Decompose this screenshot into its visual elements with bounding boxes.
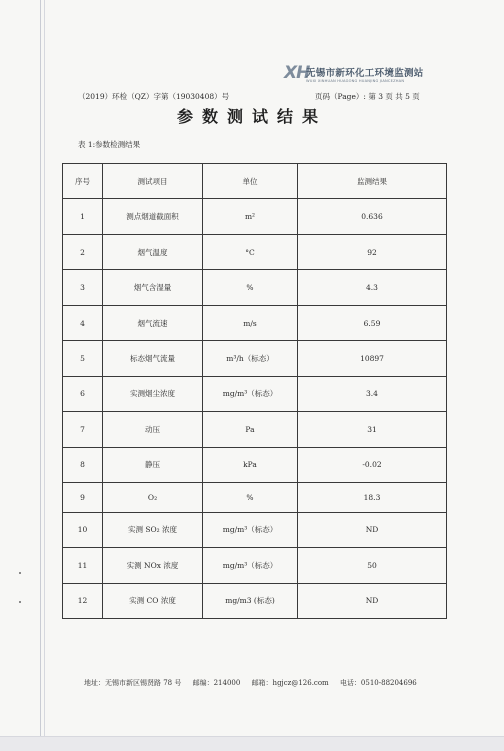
result-cell: 3.4 [298,376,447,411]
row-number-cell: 2 [63,234,103,269]
test-item-cell: 烟气流速 [103,305,203,340]
row-number-cell: 12 [63,583,103,618]
result-cell: 6.59 [298,305,447,340]
column-header: 监测结果 [298,164,447,199]
table-row [63,583,447,618]
table-header-row [63,164,447,199]
unit-cell: mg/m³（标态） [203,376,298,411]
unit-cell: °C [203,234,298,269]
unit-cell: % [203,483,298,513]
result-cell: 4.3 [298,270,447,305]
footer-phone: 电话：0510-88204696 [339,679,417,687]
unit-cell: mg/m3 (标态) [203,583,298,618]
test-item-cell: 静压 [103,447,203,482]
row-number-cell: 5 [63,341,103,376]
test-item-cell: 测点烟道截面积 [103,199,203,234]
test-item-cell: 实测烟尘浓度 [103,376,203,411]
table-row [63,270,447,305]
company-logo [284,62,434,90]
test-item-cell: 标态烟气流量 [103,341,203,376]
unit-cell: m² [203,199,298,234]
logo-english-name: WUXI XINHUAN HUAGONG HUANJING JIANCEZHAN [306,79,405,83]
table-row [63,305,447,340]
page-title: 参数测试结果 [176,107,327,126]
row-number-cell: 10 [63,512,103,547]
table-row [63,199,447,234]
unit-cell: mg/m³（标态） [203,548,298,583]
result-cell: 10897 [298,341,447,376]
footer-address: 地址：无锡市新区锡贤路 78 号 [84,679,182,687]
row-number-cell: 7 [63,412,103,447]
footer-email: 邮箱：hgjcz@126.com [251,679,329,687]
unit-cell: m³/h（标态） [203,341,298,376]
column-header: 序号 [63,164,103,199]
unit-cell: kPa [203,447,298,482]
logo-chinese-name: 无锡市新环化工环境监测站 [306,68,424,79]
table-row [63,447,447,482]
row-number-cell: 6 [63,376,103,411]
result-cell: 18.3 [298,483,447,513]
page-info: 页码（Page）: 第 3 页 共 5 页 [315,92,420,101]
test-item-cell: 动压 [103,412,203,447]
row-number-cell: 11 [63,548,103,583]
row-number-cell: 1 [63,199,103,234]
unit-cell: % [203,270,298,305]
result-cell: 50 [298,548,447,583]
unit-cell: mg/m³（标态） [203,512,298,547]
row-number-cell: 3 [63,270,103,305]
row-number-cell: 4 [63,305,103,340]
test-item-cell: O₂ [103,483,203,513]
result-cell: -0.02 [298,447,447,482]
test-item-cell: 烟气温度 [103,234,203,269]
table-row [63,512,447,547]
margin-mark [19,572,21,574]
report-number: （2019）环检（QZ）字第（19030408）号 [78,92,230,101]
column-header: 单位 [203,164,298,199]
margin-mark [19,601,21,603]
footer [84,678,426,688]
row-number-cell: 9 [63,483,103,513]
table-row [63,483,447,513]
table-row [63,548,447,583]
row-number-cell: 8 [63,447,103,482]
result-cell: 0.636 [298,199,447,234]
table-row [63,341,447,376]
column-header: 测试项目 [103,164,203,199]
result-cell: ND [298,512,447,547]
table-row [63,412,447,447]
footer-postcode: 邮编：214000 [192,679,241,687]
unit-cell: Pa [203,412,298,447]
logo-mark: XH [284,63,310,83]
table-row [63,376,447,411]
test-item-cell: 实测 CO 浓度 [103,583,203,618]
table-row [63,234,447,269]
test-item-cell: 烟气含湿量 [103,270,203,305]
unit-cell: m/s [203,305,298,340]
test-item-cell: 实测 SO₂ 浓度 [103,512,203,547]
result-cell: 92 [298,234,447,269]
scan-bottom-edge [0,736,504,751]
test-item-cell: 实测 NOx 浓度 [103,548,203,583]
parameter-results-table [62,163,447,619]
result-cell: ND [298,583,447,618]
result-cell: 31 [298,412,447,447]
table-caption: 表 1:参数检测结果 [78,140,141,149]
